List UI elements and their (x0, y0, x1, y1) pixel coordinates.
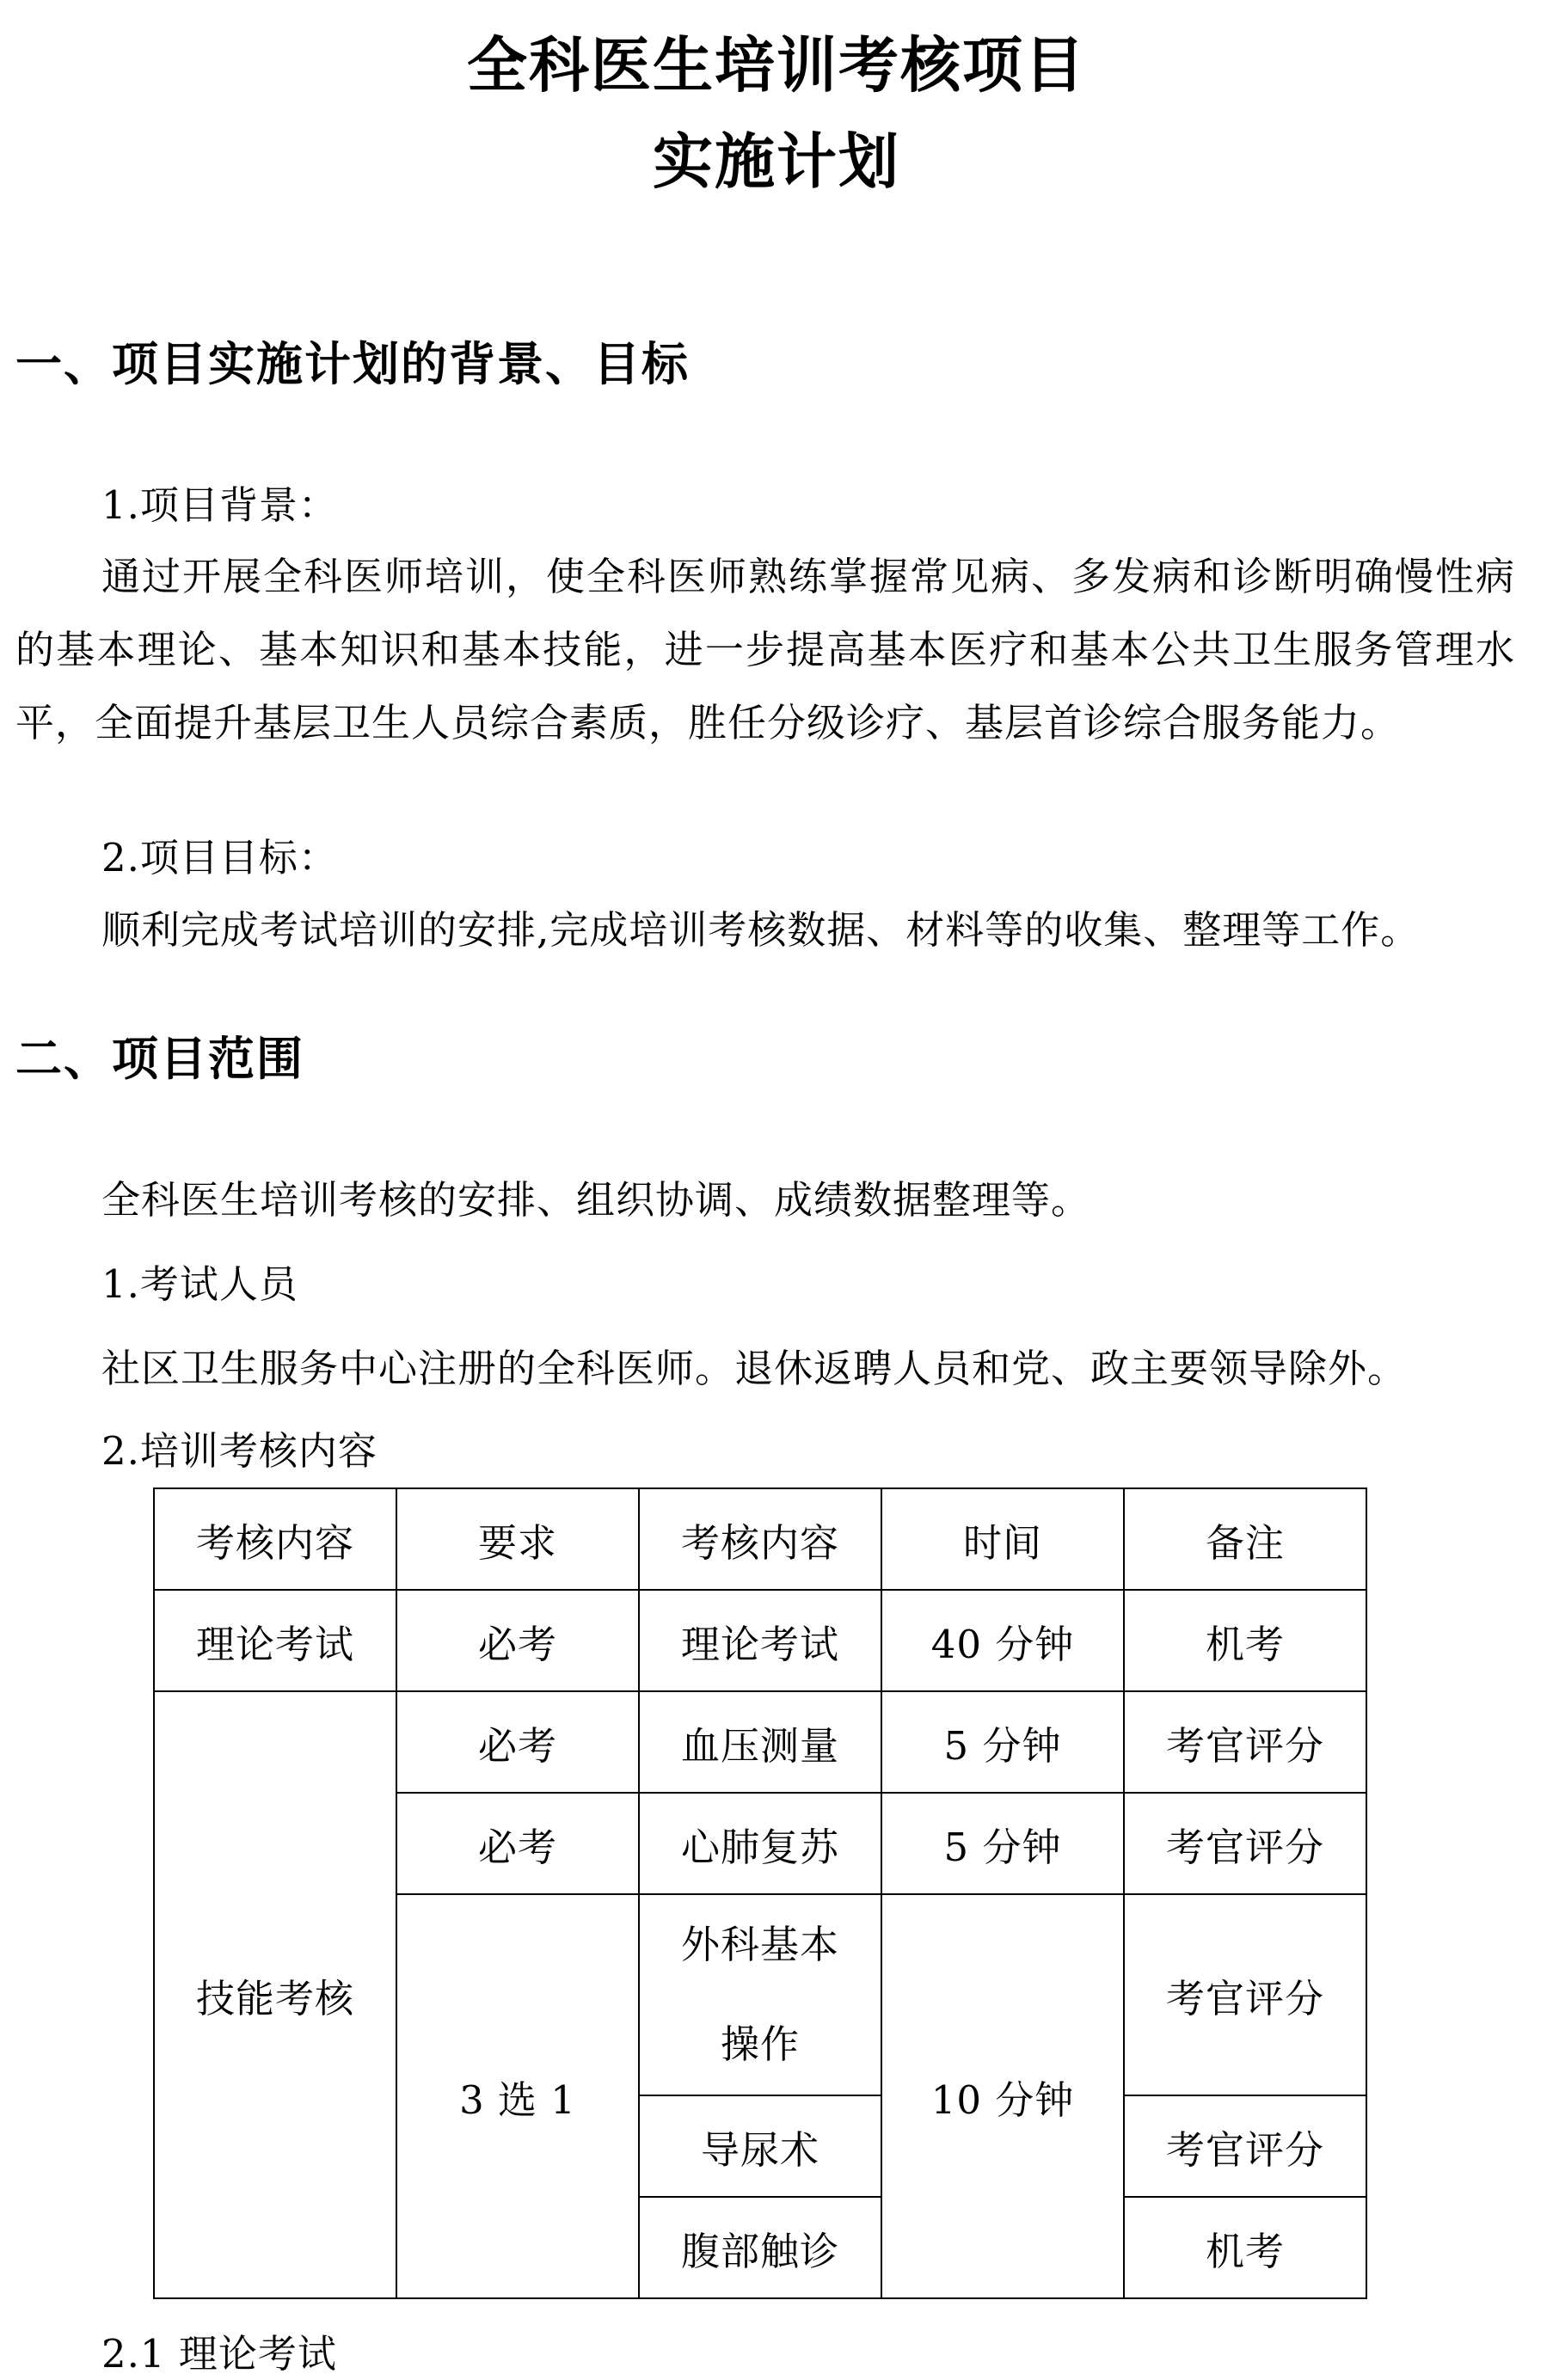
section1-heading: 一、项目实施计划的背景、目标 (15, 337, 690, 391)
note-cell: 机考 (1124, 1590, 1366, 1691)
subsection-label: 2.1 理论考试 (101, 2331, 337, 2377)
section2-heading: 二、项目范围 (15, 1032, 304, 1086)
exam-content-table (153, 1488, 1367, 2299)
time-cell: 10 分钟 (881, 1894, 1124, 2298)
scope-intro: 全科医生培训考核的安排、组织协调、成绩数据整理等。 (101, 1177, 1091, 1223)
item-cell: 腹部触诊 (639, 2197, 881, 2298)
requirement-cell: 必考 (396, 1590, 639, 1691)
time-cell: 5 分钟 (881, 1793, 1124, 1894)
category-cell: 理论考试 (154, 1590, 396, 1691)
note-cell: 考官评分 (1124, 1894, 1366, 2095)
document-title-line1: 全科医生培训考核项目 (467, 30, 1086, 101)
table-row (154, 1691, 1366, 1793)
requirement-cell: 必考 (396, 1793, 639, 1894)
requirement-cell: 3 选 1 (396, 1894, 639, 2298)
staff-text: 社区卫生服务中心注册的全科医师。退休返聘人员和党、政主要领导除外。 (101, 1346, 1408, 1391)
background-text: 通过开展全科医师培训，使全科医师熟练掌握常见病、多发病和诊断明确慢性病的基本理论、基本知识和基本技能，进一步提高基本医疗和基本公共卫生服务管理水平，全面提升基层卫生人员综合素质，胜任分级诊疗、基层首诊综合服务能力。 (15, 554, 1515, 745)
content-label: 2.培训考核内容 (101, 1428, 378, 1474)
header-cell: 考核内容 (154, 1488, 396, 1590)
staff-label: 1.考试人员 (101, 1261, 298, 1307)
item-cell: 理论考试 (639, 1590, 881, 1691)
note-cell: 考官评分 (1124, 1793, 1366, 1894)
note-cell: 机考 (1124, 2197, 1366, 2298)
time-cell: 5 分钟 (881, 1691, 1124, 1793)
table-row (154, 1590, 1366, 1691)
header-cell: 备注 (1124, 1488, 1366, 1590)
goal-text: 顺利完成考试培训的安排,完成培训考核数据、材料等的收集、整理等工作。 (101, 907, 1421, 953)
item-cell: 心肺复苏 (639, 1793, 881, 1894)
background-label: 1.项目背景： (101, 482, 338, 528)
note-cell: 考官评分 (1124, 1691, 1366, 1793)
header-cell: 考核内容 (639, 1488, 881, 1590)
category-cell: 技能考核 (154, 1691, 396, 2298)
header-cell: 时间 (881, 1488, 1124, 1590)
header-cell: 要求 (396, 1488, 639, 1590)
item-cell (639, 1894, 881, 2095)
goal-label: 2.项目目标： (101, 835, 338, 880)
table-header-row (154, 1488, 1366, 1590)
requirement-cell: 必考 (396, 1691, 639, 1793)
document-title-line2: 实施计划 (653, 126, 900, 197)
time-cell: 40 分钟 (881, 1590, 1124, 1691)
note-cell: 考官评分 (1124, 2095, 1366, 2197)
item-line: 外科基本 (680, 1922, 839, 1967)
item-cell: 导尿术 (639, 2095, 881, 2197)
item-line: 操作 (720, 2021, 800, 2067)
item-cell: 血压测量 (639, 1691, 881, 1793)
